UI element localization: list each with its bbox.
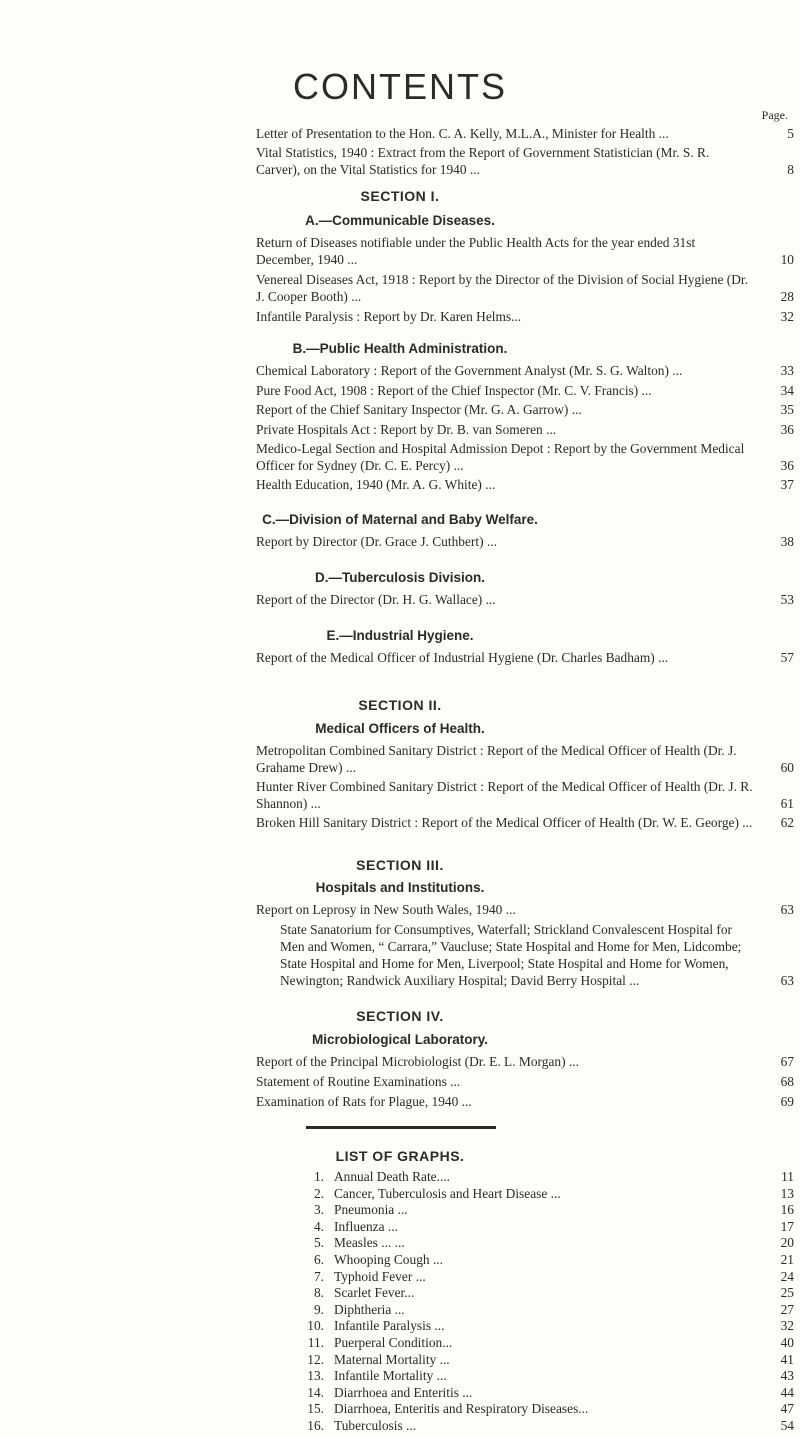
- section-heading: SECTION I.: [360, 188, 440, 204]
- graph-page: 41: [780, 1351, 794, 1367]
- toc-entry-page: 33: [780, 363, 794, 378]
- toc-entry[interactable]: [256, 382, 794, 399]
- toc-entry-text: Private Hospitals Act : Report by Dr. B. van Someren ...: [256, 422, 557, 437]
- graph-page: 44: [780, 1384, 794, 1400]
- graph-title: Diarrhoea, Enteritis and Respiratory Diseases...: [334, 1401, 589, 1417]
- toc-entry[interactable]: [256, 1053, 794, 1070]
- toc-entry-page: 28: [780, 289, 794, 304]
- graph-number: 7.: [313, 1268, 324, 1284]
- graph-title: Infantile Mortality ...: [334, 1368, 447, 1384]
- toc-entry-page: 34: [780, 383, 794, 398]
- toc-entry-text: Vital Statistics, 1940 : Extract from the Report of Government Statistician (Mr. S. R. Carver), on the Vital Statistics for 1940 ...: [256, 145, 710, 177]
- graph-number: 8.: [313, 1285, 324, 1301]
- graph-title: Maternal Mortality ...: [334, 1351, 450, 1367]
- graph-page: 47: [780, 1401, 794, 1417]
- graph-number: 4.: [313, 1218, 324, 1234]
- graph-title: Diarrhoea and Enteritis ...: [334, 1384, 473, 1400]
- graph-page: 24: [780, 1268, 794, 1284]
- toc-entry[interactable]: [256, 1093, 794, 1110]
- graph-title: Pneumonia ...: [334, 1202, 408, 1218]
- toc-entry-page: 37: [780, 477, 794, 492]
- graph-title: Annual Death Rate....: [334, 1169, 451, 1184]
- graph-page: 13: [780, 1185, 794, 1201]
- toc-entry-page: 63: [780, 973, 794, 988]
- toc-entry[interactable]: [256, 778, 794, 812]
- graph-number: 9.: [313, 1301, 324, 1317]
- graph-page: 40: [780, 1335, 794, 1350]
- graph-page: 20: [780, 1235, 794, 1251]
- graph-number: 10.: [307, 1318, 324, 1334]
- toc-entry-page: 36: [780, 422, 794, 437]
- graph-title: Whooping Cough ...: [334, 1252, 443, 1267]
- toc-entry-page: 53: [780, 592, 794, 607]
- graph-number: 12.: [307, 1351, 324, 1367]
- toc-entry-text: Broken Hill Sanitary District : Report of the Medical Officer of Health (Dr. W. E. George) ...: [256, 815, 753, 830]
- graph-number: 16.: [307, 1418, 324, 1433]
- toc-entry[interactable]: [280, 921, 794, 989]
- toc-entry-text: Return of Diseases notifiable under the Public Health Acts for the year ended 31st December, 1940 ...: [256, 235, 696, 267]
- toc-entry-text: Report of the Medical Officer of Industrial Hygiene (Dr. Charles Badham) ...: [256, 650, 669, 665]
- toc-entry[interactable]: [256, 901, 794, 918]
- toc-entry[interactable]: [256, 421, 794, 438]
- toc-entry[interactable]: [256, 1073, 794, 1090]
- toc-entry-page: 60: [780, 760, 794, 775]
- toc-entry[interactable]: [256, 440, 794, 474]
- graph-title: Puerperal Condition...: [334, 1335, 453, 1350]
- toc-entry-page: 36: [780, 458, 794, 473]
- page-title: CONTENTS: [293, 66, 507, 107]
- subsection-heading: D.—Tuberculosis Division.: [314, 570, 486, 585]
- page-column-header: Page.: [761, 108, 788, 122]
- toc-entry-text: Report on Leprosy in New South Wales, 1940 ...: [256, 902, 516, 917]
- toc-entry-page: 61: [780, 796, 794, 811]
- toc-entry-page: 32: [780, 309, 794, 324]
- toc-entry-page: 68: [780, 1074, 794, 1089]
- section-heading: SECTION III.: [356, 857, 444, 873]
- toc-entry-text: Letter of Presentation to the Hon. C. A. Kelly, M.L.A., Minister for Health ...: [256, 126, 669, 141]
- toc-entry[interactable]: [256, 814, 794, 831]
- graph-number: 14.: [307, 1384, 324, 1400]
- toc-entry[interactable]: [256, 742, 794, 776]
- toc-entry-page: 35: [780, 402, 794, 417]
- divider-rule: [306, 1126, 496, 1129]
- graph-number: 6.: [313, 1252, 324, 1267]
- graph-title: Influenza ...: [334, 1218, 398, 1234]
- toc-entry-text: Venereal Diseases Act, 1918 : Report by the Director of the Division of Social Hygiene (Dr. J. Cooper Booth) ...: [256, 272, 748, 304]
- graph-title: Typhoid Fever ...: [334, 1268, 426, 1284]
- graph-number: 2.: [313, 1185, 324, 1201]
- subsection-heading: Hospitals and Institutions.: [315, 880, 485, 895]
- section-heading: SECTION IV.: [356, 1008, 444, 1024]
- graph-page: 43: [780, 1368, 794, 1384]
- graph-page: 17: [780, 1218, 794, 1234]
- subsection-heading: C.—Division of Maternal and Baby Welfare.: [262, 512, 538, 527]
- toc-entry-text: Health Education, 1940 (Mr. A. G. White) ...: [256, 477, 496, 492]
- toc-entry-page: 67: [780, 1054, 794, 1069]
- graph-page: 16: [780, 1202, 794, 1218]
- toc-entry-text: Chemical Laboratory : Report of the Government Analyst (Mr. S. G. Walton) ...: [256, 363, 683, 378]
- toc-entry[interactable]: [256, 271, 794, 305]
- subsection-heading: Microbiological Laboratory.: [311, 1032, 489, 1047]
- subsection-heading: Medical Officers of Health.: [315, 721, 485, 736]
- toc-entry[interactable]: [256, 362, 794, 379]
- graph-title: Measles ... ...: [334, 1235, 405, 1251]
- toc-entry-page: 63: [780, 902, 794, 917]
- graph-number: 1.: [313, 1169, 324, 1184]
- section-heading: SECTION II.: [358, 697, 442, 713]
- toc-entry-text: Metropolitan Combined Sanitary District : Report of the Medical Officer of Health (Dr. J. Grahame Drew) ...: [256, 743, 737, 775]
- toc-entry-text: Statement of Routine Examinations ...: [256, 1074, 461, 1089]
- toc-entry-text: Report of the Director (Dr. H. G. Wallace) ...: [256, 592, 496, 607]
- toc-entry[interactable]: [256, 144, 794, 178]
- toc-entry[interactable]: [256, 649, 794, 666]
- graph-page: 11: [781, 1169, 794, 1184]
- graph-number: 13.: [307, 1368, 324, 1384]
- toc-entry[interactable]: [256, 533, 794, 550]
- graph-title: Infantile Paralysis ...: [334, 1318, 445, 1334]
- toc-entry-text: Report by Director (Dr. Grace J. Cuthbert) ...: [256, 534, 497, 549]
- graph-title: Scarlet Fever...: [334, 1285, 415, 1301]
- graph-page: 32: [780, 1318, 794, 1334]
- toc-entry-page: 10: [780, 252, 794, 267]
- toc-entry[interactable]: [256, 476, 794, 493]
- toc-entry[interactable]: [256, 308, 794, 325]
- toc-entry-page: 69: [780, 1094, 794, 1109]
- toc-entry-text: Report of the Chief Sanitary Inspector (Mr. G. A. Garrow) ...: [256, 402, 582, 417]
- toc-entry[interactable]: [256, 591, 794, 608]
- graph-title: Tuberculosis ...: [334, 1418, 417, 1433]
- toc-entry-page: 8: [787, 162, 794, 177]
- graph-page: 27: [780, 1301, 794, 1317]
- toc-entry-text: Pure Food Act, 1908 : Report of the Chief Inspector (Mr. C. V. Francis) ...: [256, 383, 652, 398]
- toc-entry-page: 57: [780, 650, 794, 665]
- graph-number: 11.: [307, 1335, 324, 1350]
- toc-entry-text: Medico-Legal Section and Hospital Admission Depot : Report by the Government Medical Officer for Sydney (Dr. C. E. Percy) ...: [256, 441, 745, 473]
- subsection-heading: A.—Communicable Diseases.: [305, 213, 495, 228]
- subsection-heading: E.—Industrial Hygiene.: [326, 628, 474, 643]
- subsection-heading: B.—Public Health Administration.: [292, 341, 508, 356]
- toc-entry-text: Report of the Principal Microbiologist (Dr. E. L. Morgan) ...: [256, 1054, 579, 1069]
- toc-entry-text: Hunter River Combined Sanitary District : Report of the Medical Officer of Health (Dr. J. R. Shannon) ...: [256, 779, 753, 811]
- toc-entry-text: Infantile Paralysis : Report by Dr. Karen Helms...: [256, 309, 522, 324]
- toc-entry-page: 5: [787, 126, 794, 141]
- toc-entry[interactable]: [256, 234, 794, 268]
- graph-page: 21: [780, 1252, 794, 1267]
- toc-entry-page: 38: [780, 534, 794, 549]
- graph-number: 15.: [307, 1401, 324, 1417]
- graphs-heading: LIST OF GRAPHS.: [335, 1148, 465, 1164]
- graph-page: 25: [780, 1285, 794, 1301]
- graph-number: 3.: [313, 1202, 324, 1218]
- graph-page: 54: [780, 1418, 794, 1433]
- toc-entry-text: Examination of Rats for Plague, 1940 ...: [256, 1094, 472, 1109]
- graph-title: Diphtheria ...: [334, 1301, 405, 1317]
- toc-entry-page: 62: [780, 815, 794, 830]
- graph-title: Cancer, Tuberculosis and Heart Disease ...: [334, 1185, 561, 1201]
- toc-entry[interactable]: [256, 125, 794, 142]
- graph-number: 5.: [313, 1235, 324, 1251]
- toc-entry[interactable]: [256, 401, 794, 418]
- toc-entry-text: State Sanatorium for Consumptives, Waterfall; Strickland Convalescent Hospital for Men and Women, “ Carrara,” Vaucluse; State Hospital and Home for Men, Lidcombe; State Hospital and Home for Men, Liverpool; State Hospital and Home for Women, Newington; Randwick Auxiliary Hospital; David Berry Hospital ...: [280, 922, 742, 988]
